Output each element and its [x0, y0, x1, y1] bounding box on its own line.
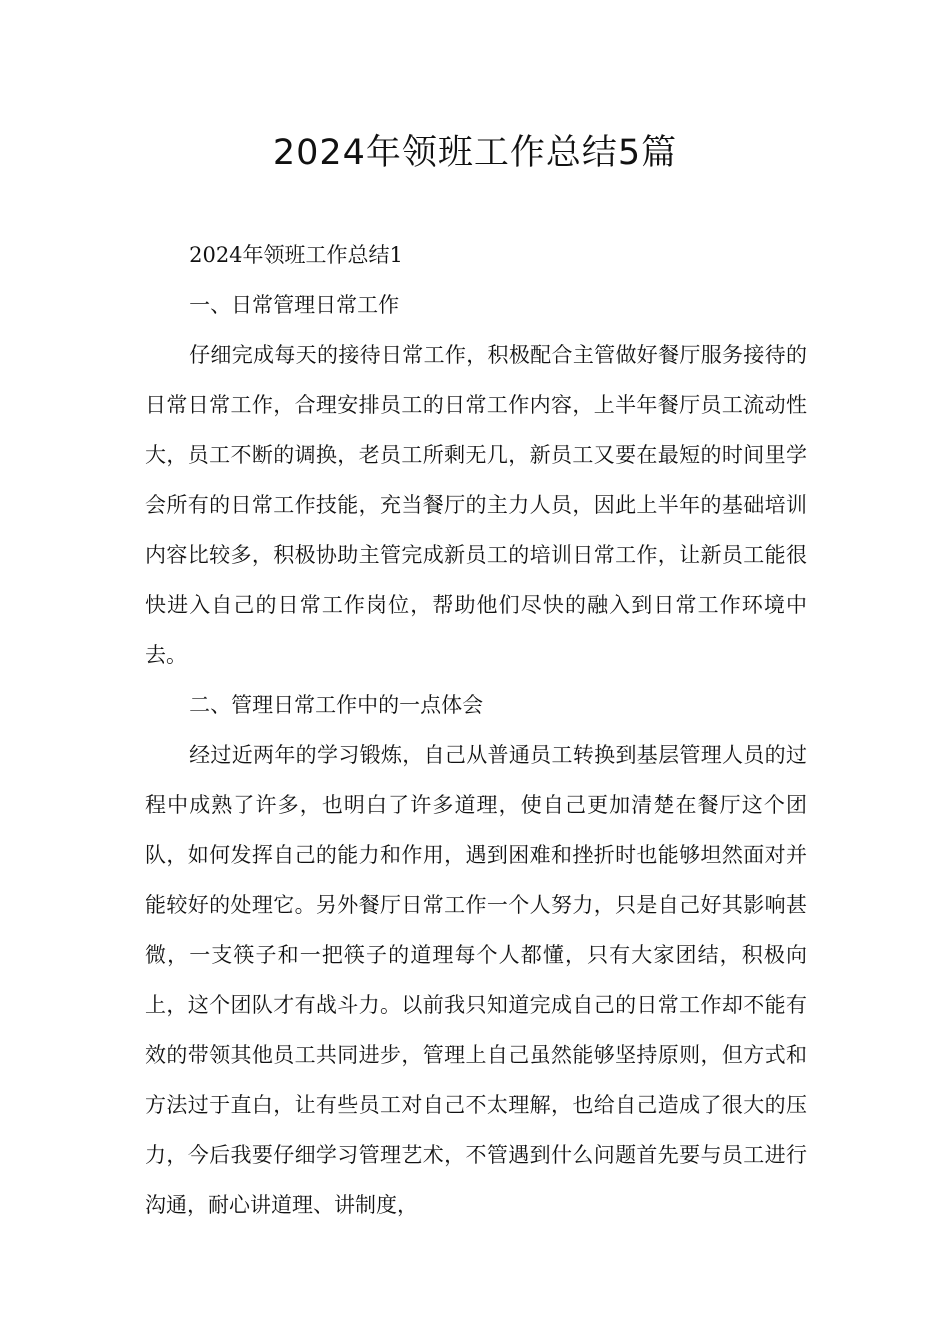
subsection-heading: 二、管理日常工作中的一点体会: [189, 693, 484, 717]
subsection-heading: 一、日常管理日常工作: [189, 293, 400, 317]
body-paragraph: 仔细完成每天的接待日常工作，积极配合主管做好餐厅服务接待的日常日常工作，合理安排员工的日常工作内容，上半年餐厅员工流动性大，员工不断的调换，老员工所剩无几，新员工又要在最短的时间里学会所有的日常工作技能，充当餐厅的主力人员，因此上半年的基础培训内容比较多，积极协助主管完成新员工的培训日常工作，让新员工能很快进入自己的日常工作岗位，帮助他们尽快的融入到日常工作环境中去。: [145, 343, 807, 667]
section-heading: 2024年领班工作总结1: [189, 243, 403, 267]
body-paragraph: 经过近两年的学习锻炼，自己从普通员工转换到基层管理人员的过程中成熟了许多，也明白了许多道理，使自己更加清楚在餐厅这个团队，如何发挥自己的能力和作用，遇到困难和挫折时也能够坦然面对并能较好的处理它。另外餐厅日常工作一个人努力，只是自己好其影响甚微，一支筷子和一把筷子的道理每个人都懂，只有大家团结，积极向上，这个团队才有战斗力。以前我只知道完成自己的日常工作却不能有效的带领其他员工共同进步，管理上自己虽然能够坚持原则，但方式和方法过于直白，让有些员工对自己不太理解，也给自己造成了很大的压力，今后我要仔细学习管理艺术，不管遇到什么问题首先要与员工进行沟通，耐心讲道理、讲制度，: [145, 743, 807, 1217]
document-body: [145, 230, 807, 1230]
document-title: 2024年领班工作总结5篇: [272, 133, 678, 173]
